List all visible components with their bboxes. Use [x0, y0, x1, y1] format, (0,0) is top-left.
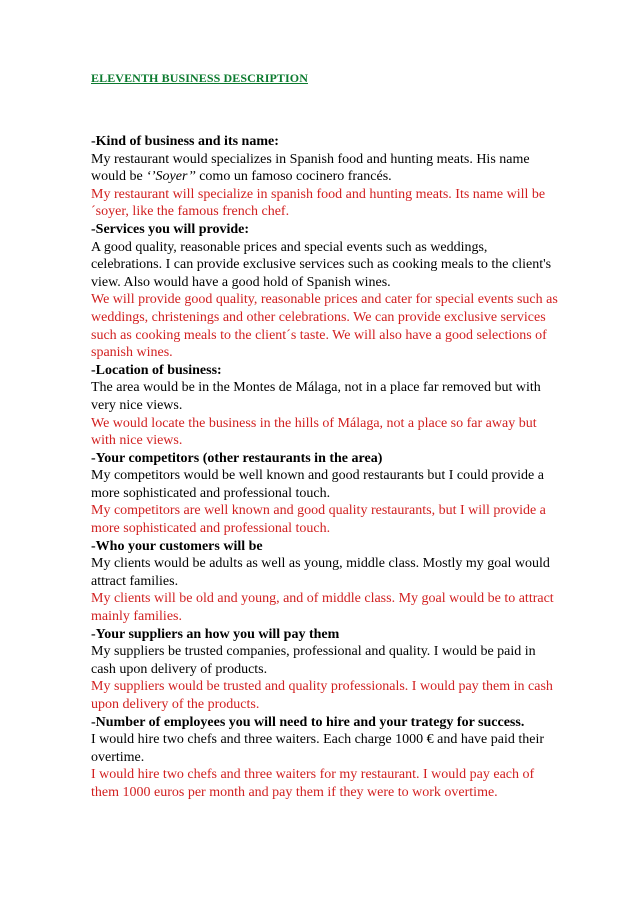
section-heading-employees: -Number of employees you will need to hire and your trategy for success. [91, 714, 525, 730]
document-body [91, 133, 561, 802]
correction-text-customers: My clients will be old and young, and of middle class. My goal would be to attract mainly families. [91, 591, 554, 625]
section-heading-competitors: -Your competitors (other restaurants in the area) [91, 450, 383, 466]
section-heading-suppliers: -Your suppliers an how you will pay them [91, 626, 340, 642]
correction-text-competitors: My competitors are well known and good quality restaurants, but I will provide a more sophisticated and professional touch. [91, 503, 546, 537]
correction-text-services: We will provide good quality, reasonable prices and cater for special events such as weddings, christenings and other celebrations. We can provide exclusive services such as cooking meals to the client´s taste. We will also have a good selections of spanish wines. [91, 292, 558, 361]
original-text-services: A good quality, reasonable prices and special events such as weddings, celebrations. I can provide exclusive services such as cooking meals to the client's view. Also would have a good hold of Spanish wines. [91, 239, 552, 290]
original-text-customers: My clients would be adults as well as young, middle class. Mostly my goal would attract families. [91, 556, 550, 589]
correction-text-employees: I would hire two chefs and three waiters for my restaurant. I would pay each of them 1000 euros per month and pay them if they were to work overtime. [91, 767, 535, 800]
correction-text-kind: My restaurant will specialize in spanish food and hunting meats. Its name will be ´soyer, like the famous french chef. [91, 186, 546, 220]
section-heading-customers: -Who your customers will be [91, 538, 263, 554]
original-text-part: My restaurant would specializes in Spanish food and hunting meats. His name would be [91, 151, 530, 185]
original-text-kind [91, 151, 561, 186]
original-text-employees: I would hire two chefs and three waiters. Each charge 1000 € and have paid their overtime. [91, 732, 545, 765]
correction-text-location: We would locate the business in the hills of Málaga, not a place so far away but with nice views. [91, 415, 537, 449]
original-text-italic: ‘’Soyer’’ [146, 169, 196, 185]
original-text-part: como un famoso cocinero francés. [195, 169, 392, 185]
original-text-location: The area would be in the Montes de Málaga, not in a place far removed but with very nice views. [91, 380, 541, 413]
section-heading-kind: -Kind of business and its name: [91, 134, 279, 149]
original-text-competitors: My competitors would be well known and good restaurants but I could provide a more sophisticated and professional touch. [91, 468, 544, 501]
section-heading-services: -Services you will provide: [91, 221, 250, 237]
document-title: ELEVENTH BUSINESS DESCRIPTION [91, 71, 308, 85]
correction-text-suppliers: My suppliers would be trusted and quality professionals. I would pay them in cash upon delivery of the products. [91, 679, 553, 712]
section-heading-location: -Location of business: [91, 362, 222, 378]
original-text-suppliers: My suppliers be trusted companies, professional and quality. I would be paid in cash upon delivery of products. [91, 644, 536, 677]
